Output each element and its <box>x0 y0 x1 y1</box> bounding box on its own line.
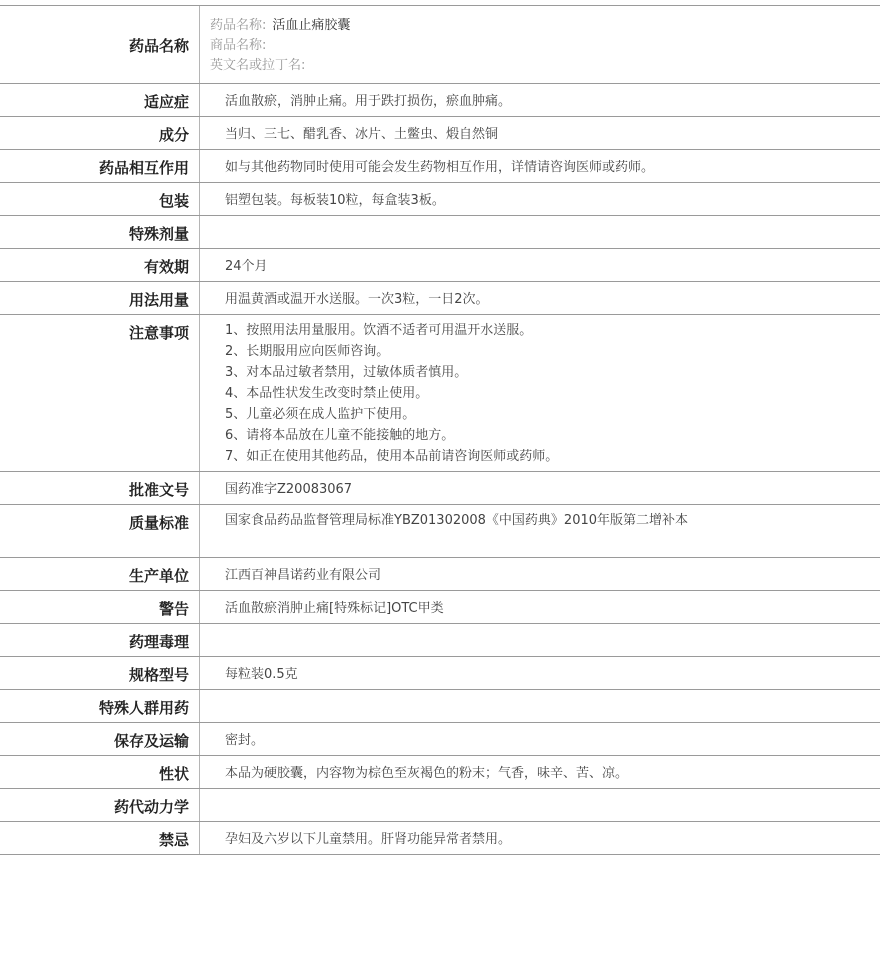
row-interaction <box>0 150 880 183</box>
row-standard <box>0 505 880 558</box>
generic-name-value: 活血止痛胶囊 <box>272 18 351 33</box>
row-label: 药品相互作用 <box>0 150 200 182</box>
caution-line: 6、请将本品放在儿童不能接触的地方。 <box>225 428 455 443</box>
name-values <box>200 6 880 83</box>
row-value: 江西百神昌诺药业有限公司 <box>225 568 382 583</box>
row-label: 药代动力学 <box>0 789 200 821</box>
row-ingredients <box>0 117 880 150</box>
row-value: 活血散瘀消肿止痛[特殊标记]OTC甲类 <box>225 601 444 616</box>
row-label: 适应症 <box>0 84 200 116</box>
row-label: 保存及运输 <box>0 723 200 755</box>
row-value: 用温黄酒或温开水送服。一次3粒，一日2次。 <box>225 292 489 307</box>
row-special-population <box>0 690 880 723</box>
row-storage <box>0 723 880 756</box>
row-warning <box>0 591 880 624</box>
row-label: 用法用量 <box>0 282 200 314</box>
row-value: 铝塑包装。每板装10粒，每盒装3板。 <box>225 193 445 208</box>
row-value: 密封。 <box>225 733 265 748</box>
row-manufacturer <box>0 558 880 591</box>
row-appearance <box>0 756 880 789</box>
row-label: 规格型号 <box>0 657 200 689</box>
row-value: 活血散瘀，消肿止痛。用于跌打损伤，瘀血肿痛。 <box>225 94 512 109</box>
caution-line: 3、对本品过敏者禁用，过敏体质者慎用。 <box>225 365 468 380</box>
row-label: 药品名称 <box>0 6 200 83</box>
row-pharmacology <box>0 624 880 657</box>
drug-info-table <box>0 5 880 855</box>
row-value: 本品为硬胶囊，内容物为棕色至灰褐色的粉末；气香，味辛、苦、凉。 <box>225 766 629 781</box>
row-value <box>200 505 880 557</box>
row-label: 特殊人群用药 <box>0 690 200 722</box>
row-value: 每粒装0.5克 <box>225 667 298 682</box>
row-label: 成分 <box>0 117 200 149</box>
row-value <box>200 789 880 821</box>
row-label: 禁忌 <box>0 822 200 854</box>
caution-line: 5、儿童必须在成人监护下使用。 <box>225 407 416 422</box>
row-label: 警告 <box>0 591 200 623</box>
row-label: 特殊剂量 <box>0 216 200 248</box>
row-value: 当归、三七、醋乳香、冰片、土鳖虫、煅自然铜 <box>225 127 499 142</box>
row-label: 注意事项 <box>0 315 200 471</box>
row-approval <box>0 472 880 505</box>
row-label: 质量标准 <box>0 505 200 557</box>
row-value <box>200 624 880 656</box>
row-spec <box>0 657 880 690</box>
caution-line: 7、如正在使用其他药品，使用本品前请咨询医师或药师。 <box>225 449 559 464</box>
row-usage <box>0 282 880 315</box>
row-pharmacokinetics <box>0 789 880 822</box>
trade-name-key: 商品名称: <box>210 38 267 53</box>
row-label: 生产单位 <box>0 558 200 590</box>
caution-line: 1、按照用法用量服用。饮酒不适者可用温开水送服。 <box>225 323 533 338</box>
row-label: 批准文号 <box>0 472 200 504</box>
row-value: 24个月 <box>225 259 268 274</box>
row-validity <box>0 249 880 282</box>
row-value <box>200 315 880 471</box>
row-value: 国药准字Z20083067 <box>225 482 353 497</box>
row-drug-name <box>0 6 880 84</box>
row-value: 如与其他药物同时使用可能会发生药物相互作用，详情请咨询医师或药师。 <box>225 160 655 175</box>
row-contraindications <box>0 822 880 855</box>
row-label: 有效期 <box>0 249 200 281</box>
row-indication <box>0 84 880 117</box>
row-value <box>200 216 880 248</box>
row-label: 性状 <box>0 756 200 788</box>
standard-text: 国家食品药品监督管理局标准YBZ01302008《中国药典》2010年版第二增补本 <box>225 513 689 528</box>
row-special-dose <box>0 216 880 249</box>
row-label: 包装 <box>0 183 200 215</box>
row-value <box>200 690 880 722</box>
row-package <box>0 183 880 216</box>
row-cautions <box>0 315 880 472</box>
row-label: 药理毒理 <box>0 624 200 656</box>
row-value: 孕妇及六岁以下儿童禁用。肝肾功能异常者禁用。 <box>225 832 512 847</box>
caution-line: 4、本品性状发生改变时禁止使用。 <box>225 386 429 401</box>
latin-name-key: 英文名或拉丁名: <box>210 58 306 73</box>
generic-name-key: 药品名称: <box>210 18 267 33</box>
caution-line: 2、长期服用应向医师咨询。 <box>225 344 390 359</box>
